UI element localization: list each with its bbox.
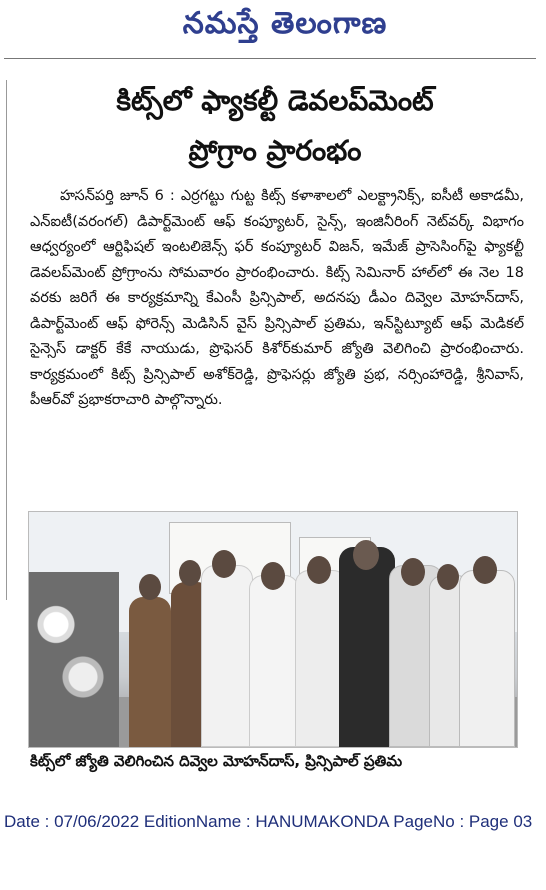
article-body	[30, 184, 524, 494]
newspaper-logo: నమస్తే తెలంగాణ	[182, 6, 388, 41]
photo-person	[249, 575, 299, 747]
photo-person	[129, 597, 171, 747]
event-photo	[28, 511, 518, 748]
masthead-divider	[4, 58, 536, 59]
photo-flower-garland	[29, 572, 119, 747]
article-paragraph: హసన్‌పర్తి జూన్ 6 : ఎర్రగట్టు గుట్ట కిట్స్ కళాశాలలో ఎలక్ట్రానిక్స్, ఐసీటీ అకాడమీ, ఎన్ఐటీ(వరంగల్) డిపార్ట్‌మెంట్ ఆఫ్ కంప్యూటర్, సైన్స్, ఇంజినీరింగ్ నెట్‌వర్క్ విభాగం ఆధ్వర్యంలో ఆర్టిఫిషల్ ఇంటలిజెన్స్ ఫర్ కంప్యూటర్ విజన్, ఇమేజ్ ప్రాసెసింగ్‌పై ఫ్యాకల్టీ డెవలప్‌మెంట్ ప్రోగ్రాంను సోమవారం ప్రారంభించారు. కిట్స్ సెమినార్ హాల్‌లో ఈ నెల 18 వరకు జరిగే ఈ కార్యక్రమాన్ని కేఎంసీ ప్రిన్సిపాల్, అదనపు డీఎం దివ్వెల మోహన్‌దాస్, డిపార్ట్‌మెంట్ ఆఫ్ ఫోరెన్స్ మెడిసిన్ వైస్ ప్రిన్సిపాల్ ప్రతిమ, ఇన్‌స్టిట్యూట్ ఆఫ్ మెడికల్ సైన్సెస్ డాక్టర్ కేకే నాయుడు, ప్రొఫెసర్ కిశోర్‌కుమార్ జ్యోతి వెలిగించి ప్రారంభించారు. కార్యక్రమంలో కిట్స్ ప్రిన్సిపాల్ అశోక్‌రెడ్డి, ప్రొఫెసర్లు జ్యోతి ప్రభ, నర్సింహారెడ్డి, శ్రీనివాస్, పీఆర్‌వో ప్రభాకరాచారి పాల్గొన్నారు.	[30, 188, 524, 408]
photo-caption: కిట్స్‌లో జ్యోతి వెలిగించిన దివ్వెల మోహన్‌దాస్, ప్రిన్సిపాల్ ప్రతిమ	[30, 752, 403, 770]
photo-person-head	[212, 550, 236, 578]
photo-person-head	[473, 556, 497, 584]
headline-line-2: ప్రోగ్రాం ప్రారంభం	[188, 134, 362, 167]
photo-person	[339, 547, 395, 747]
photo-person-head	[307, 556, 331, 584]
headline-line-1: కిట్స్‌లో ఫ్యాకల్టీ డెవలప్‌మెంట్	[116, 84, 434, 117]
photo-person-head	[179, 560, 201, 586]
photo-person-head	[437, 564, 459, 590]
photo-person-head	[139, 574, 161, 600]
column-rule	[6, 80, 7, 600]
masthead	[0, 0, 546, 60]
photo-person-head	[353, 540, 379, 570]
photo-person-head	[261, 562, 285, 590]
photo-person	[459, 570, 515, 747]
photo-person-head	[401, 558, 425, 586]
photo-person	[201, 565, 253, 747]
edition-footer: Date : 07/06/2022 EditionName : HANUMAKONDA PageNo : Page 03	[4, 812, 533, 831]
